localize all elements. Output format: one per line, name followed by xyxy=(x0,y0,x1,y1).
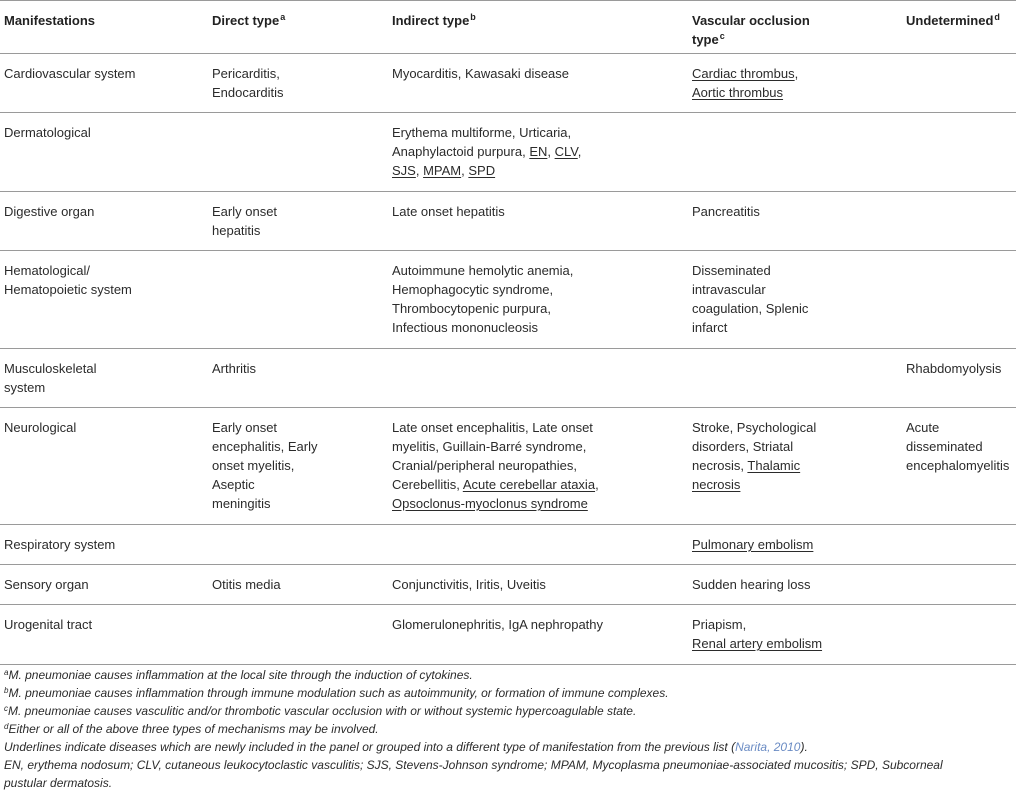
underlined-term: Cardiac thrombus xyxy=(692,66,795,81)
table-row xyxy=(0,113,1016,192)
header-manifestations-label: Manifestations xyxy=(4,13,96,28)
cell-text: Aseptic xyxy=(212,477,255,492)
footnote-a-mark: a xyxy=(4,668,9,677)
cell-line xyxy=(212,475,380,494)
cell-text: Rhabdomyolysis xyxy=(906,361,1002,376)
cell-text: Cardiovascular system xyxy=(4,66,136,81)
table-footnotes xyxy=(4,666,1009,792)
footnote-b-mark: b xyxy=(4,686,9,695)
manifestation-cell xyxy=(4,359,194,397)
cell-text: Acute xyxy=(906,420,940,435)
cell-line xyxy=(392,418,684,437)
vascular-occlusion-cell xyxy=(692,261,892,337)
cell-line xyxy=(212,359,380,378)
manifestation-cell xyxy=(4,575,194,594)
manifestation-cell xyxy=(4,418,194,437)
cell-line xyxy=(212,418,380,437)
cell-text: myelitis, Guillain-Barré syndrome, xyxy=(392,439,587,454)
table-row xyxy=(0,251,1016,349)
cell-line xyxy=(212,456,380,475)
cell-line xyxy=(692,318,892,337)
underlined-term: MPAM xyxy=(423,163,462,178)
direct-type-cell xyxy=(212,575,380,594)
cell-text: intravascular xyxy=(692,282,766,297)
cell-text: Pericarditis, xyxy=(212,66,280,81)
cell-text: Neurological xyxy=(4,420,77,435)
direct-type-cell xyxy=(212,418,380,513)
cell-line xyxy=(692,418,892,437)
manifestation-cell xyxy=(4,261,194,299)
footnote-b-text: M. pneumoniae causes inflammation through immune modulation such as autoimmunity, or formation of immune complexes. xyxy=(8,686,669,700)
cell-line xyxy=(4,123,194,142)
footnote-d xyxy=(4,720,1009,738)
table-row xyxy=(0,525,1016,565)
cell-line xyxy=(906,456,1016,475)
underlined-term: SPD xyxy=(468,163,496,178)
cell-line xyxy=(4,261,194,280)
cell-line xyxy=(906,359,1016,378)
manifestation-cell xyxy=(4,535,194,554)
table-row xyxy=(0,349,1016,408)
footnote-a xyxy=(4,666,1009,684)
cell-text: coagulation, Splenic xyxy=(692,301,809,316)
cell-text: Stroke, Psychological xyxy=(692,420,817,435)
underlined-term: Aortic thrombus xyxy=(692,85,784,100)
cell-line xyxy=(392,299,684,318)
underlined-term: Thalamic xyxy=(747,458,801,473)
footnote-abbreviations-line1: EN, erythema nodosum; CLV, cutaneous leukocytoclastic vasculitis; SJS, Stevens-Johnson syndrome; MPAM, Mycoplasma pneumoniae-associated mucositis; SPD, Subcorneal xyxy=(4,758,943,772)
cell-line xyxy=(4,359,194,378)
cell-line xyxy=(692,64,892,83)
cell-text: onset myelitis, xyxy=(212,458,295,473)
cell-text: , xyxy=(461,163,469,178)
header-vascular-footnote-mark: c xyxy=(719,31,725,41)
header-indirect-footnote-mark: b xyxy=(470,12,476,22)
cell-line xyxy=(212,437,380,456)
cell-line xyxy=(692,299,892,318)
vascular-occlusion-cell xyxy=(692,418,892,494)
cell-text: system xyxy=(4,380,46,395)
header-direct-label: Direct type xyxy=(212,13,280,28)
header-direct-type xyxy=(212,11,380,30)
indirect-type-cell xyxy=(392,261,684,337)
underlined-term: CLV xyxy=(554,144,578,159)
cell-text: Musculoskeletal xyxy=(4,361,97,376)
cell-line xyxy=(392,123,684,142)
indirect-type-cell xyxy=(392,418,684,513)
cell-line xyxy=(212,494,380,513)
vascular-occlusion-cell xyxy=(692,64,892,102)
cell-text: Hematopoietic system xyxy=(4,282,132,297)
cell-line xyxy=(692,475,892,494)
footnote-b xyxy=(4,684,1009,702)
cell-text: Infectious mononucleosis xyxy=(392,320,538,335)
cell-text: Cranial/peripheral neuropathies, xyxy=(392,458,578,473)
cell-text: , xyxy=(794,66,799,81)
cell-line xyxy=(692,634,892,653)
cell-text: Disseminated xyxy=(692,263,771,278)
cell-line xyxy=(212,221,380,240)
cell-line xyxy=(392,494,684,513)
cell-text: Early onset xyxy=(212,204,278,219)
cell-text: Autoimmune hemolytic anemia, xyxy=(392,263,574,278)
indirect-type-cell xyxy=(392,64,684,83)
cell-line xyxy=(692,261,892,280)
cell-text: Digestive organ xyxy=(4,204,95,219)
cell-line xyxy=(392,437,684,456)
cell-line xyxy=(692,575,892,594)
cell-line xyxy=(4,615,194,634)
underlined-term: necrosis xyxy=(692,477,741,492)
underlined-term: Opsoclonus-myoclonus syndrome xyxy=(392,496,588,511)
cell-line xyxy=(392,575,684,594)
cell-line xyxy=(692,535,892,554)
cell-text: Late onset hepatitis xyxy=(392,204,505,219)
direct-type-cell xyxy=(212,202,380,240)
cell-text: Hematological/ xyxy=(4,263,90,278)
undetermined-cell xyxy=(906,418,1016,475)
cell-line xyxy=(392,318,684,337)
underlined-term: Renal artery embolism xyxy=(692,636,823,651)
footnote-abbreviations xyxy=(4,756,1009,792)
cell-text: , xyxy=(595,477,599,492)
header-indirect-type xyxy=(392,11,684,30)
cell-text: Urogenital tract xyxy=(4,617,93,632)
vascular-occlusion-cell xyxy=(692,575,892,594)
table-header-row xyxy=(0,0,1016,54)
header-vascular-label-line2: type xyxy=(692,32,719,47)
cell-line xyxy=(212,202,380,221)
cell-line xyxy=(212,64,380,83)
cell-text: Thrombocytopenic purpura, xyxy=(392,301,551,316)
cell-line xyxy=(212,83,380,102)
cell-line xyxy=(4,64,194,83)
cell-text: disseminated xyxy=(906,439,983,454)
cell-line xyxy=(692,456,892,475)
cell-text: Early onset xyxy=(212,420,278,435)
footnote-c xyxy=(4,702,1009,720)
header-vascular-occlusion-type xyxy=(692,11,892,49)
cell-text: infarct xyxy=(692,320,728,335)
cell-text: Endocarditis xyxy=(212,85,284,100)
cell-line xyxy=(692,280,892,299)
footnote-a-text: M. pneumoniae causes inflammation at the local site through the induction of cytokines. xyxy=(8,668,473,682)
footnote-underlines-end: ). xyxy=(800,740,808,754)
cell-text: Myocarditis, Kawasaki disease xyxy=(392,66,570,81)
cell-text: Hemophagocytic syndrome, xyxy=(392,282,554,297)
vascular-occlusion-cell xyxy=(692,615,892,653)
cell-text: Pancreatitis xyxy=(692,204,760,219)
cell-text: Late onset encephalitis, Late onset xyxy=(392,420,593,435)
vascular-occlusion-cell xyxy=(692,202,892,221)
footnote-d-text: Either or all of the above three types of mechanisms may be involved. xyxy=(8,722,379,736)
citation-link[interactable]: Narita, 2010 xyxy=(735,740,801,754)
indirect-type-cell xyxy=(392,615,684,634)
header-direct-footnote-mark: a xyxy=(280,12,286,22)
cell-line xyxy=(692,615,892,634)
cell-line xyxy=(392,475,684,494)
header-undetermined xyxy=(906,11,1016,30)
underlined-term: Pulmonary embolism xyxy=(692,537,814,552)
vascular-occlusion-cell xyxy=(692,535,892,554)
cell-text: Otitis media xyxy=(212,577,281,592)
undetermined-cell xyxy=(906,359,1016,378)
cell-line xyxy=(4,202,194,221)
cell-text: Arthritis xyxy=(212,361,257,376)
cell-line xyxy=(906,418,1016,437)
cell-text: Glomerulonephritis, IgA nephropathy xyxy=(392,617,604,632)
manifestation-cell xyxy=(4,202,194,221)
cell-line xyxy=(392,456,684,475)
cell-line xyxy=(4,575,194,594)
cell-text: Respiratory system xyxy=(4,537,116,552)
cell-line xyxy=(392,202,684,221)
underlined-term: EN xyxy=(529,144,548,159)
cell-line xyxy=(392,280,684,299)
cell-text: , xyxy=(547,144,555,159)
manifestation-cell xyxy=(4,123,194,142)
footnote-d-mark: d xyxy=(4,722,9,731)
manifestation-cell xyxy=(4,64,194,83)
cell-text: Anaphylactoid purpura, xyxy=(392,144,530,159)
direct-type-cell xyxy=(212,359,380,378)
table-row xyxy=(0,605,1016,665)
cell-text: Conjunctivitis, Iritis, Uveitis xyxy=(392,577,546,592)
cell-line xyxy=(392,261,684,280)
footnote-abbreviations-line2: pustular dermatosis. xyxy=(4,776,113,790)
indirect-type-cell xyxy=(392,575,684,594)
cell-text: , xyxy=(577,144,582,159)
cell-line xyxy=(692,202,892,221)
cell-text: Dermatological xyxy=(4,125,91,140)
table-row xyxy=(0,565,1016,605)
cell-line xyxy=(692,437,892,456)
cell-line xyxy=(392,161,684,180)
header-undetermined-footnote-mark: d xyxy=(994,12,1000,22)
footnote-c-mark: c xyxy=(4,704,8,713)
footnote-underlines xyxy=(4,738,1009,756)
cell-line xyxy=(392,142,684,161)
cell-text: , xyxy=(415,163,424,178)
manifestation-cell xyxy=(4,615,194,634)
cell-text: meningitis xyxy=(212,496,271,511)
header-undetermined-label: Undetermined xyxy=(906,13,994,28)
cell-text: necrosis, xyxy=(692,458,748,473)
cell-line xyxy=(4,418,194,437)
cell-line xyxy=(392,64,684,83)
header-manifestations xyxy=(4,11,194,30)
table-row xyxy=(0,54,1016,113)
cell-text: Erythema multiforme, Urticaria, xyxy=(392,125,572,140)
cell-line xyxy=(906,437,1016,456)
footnote-c-text: M. pneumoniae causes vasculitic and/or thrombotic vascular occlusion with or without systemic hypercoagulable state. xyxy=(8,704,637,718)
direct-type-cell xyxy=(212,64,380,102)
cell-text: Sensory organ xyxy=(4,577,89,592)
footnote-underlines-text: Underlines indicate diseases which are newly included in the panel or grouped into a different type of manifestation from the previous list ( xyxy=(4,740,736,754)
cell-text: encephalitis, Early xyxy=(212,439,318,454)
cell-text: Priapism, xyxy=(692,617,747,632)
cell-line xyxy=(392,615,684,634)
underlined-term: Acute cerebellar ataxia xyxy=(462,477,596,492)
cell-line xyxy=(212,575,380,594)
cell-line xyxy=(4,378,194,397)
indirect-type-cell xyxy=(392,123,684,180)
table-row xyxy=(0,408,1016,525)
header-vascular-label-line1: Vascular occlusion xyxy=(692,13,810,28)
underlined-term: SJS xyxy=(392,163,416,178)
indirect-type-cell xyxy=(392,202,684,221)
cell-text: hepatitis xyxy=(212,223,261,238)
cell-text: disorders, Striatal xyxy=(692,439,794,454)
cell-text: Sudden hearing loss xyxy=(692,577,811,592)
table-row xyxy=(0,192,1016,251)
cell-line xyxy=(4,535,194,554)
cell-line xyxy=(4,280,194,299)
cell-text: encephalomyelitis xyxy=(906,458,1010,473)
header-indirect-label: Indirect type xyxy=(392,13,470,28)
cell-text: Cerebellitis, xyxy=(392,477,463,492)
cell-line xyxy=(692,83,892,102)
